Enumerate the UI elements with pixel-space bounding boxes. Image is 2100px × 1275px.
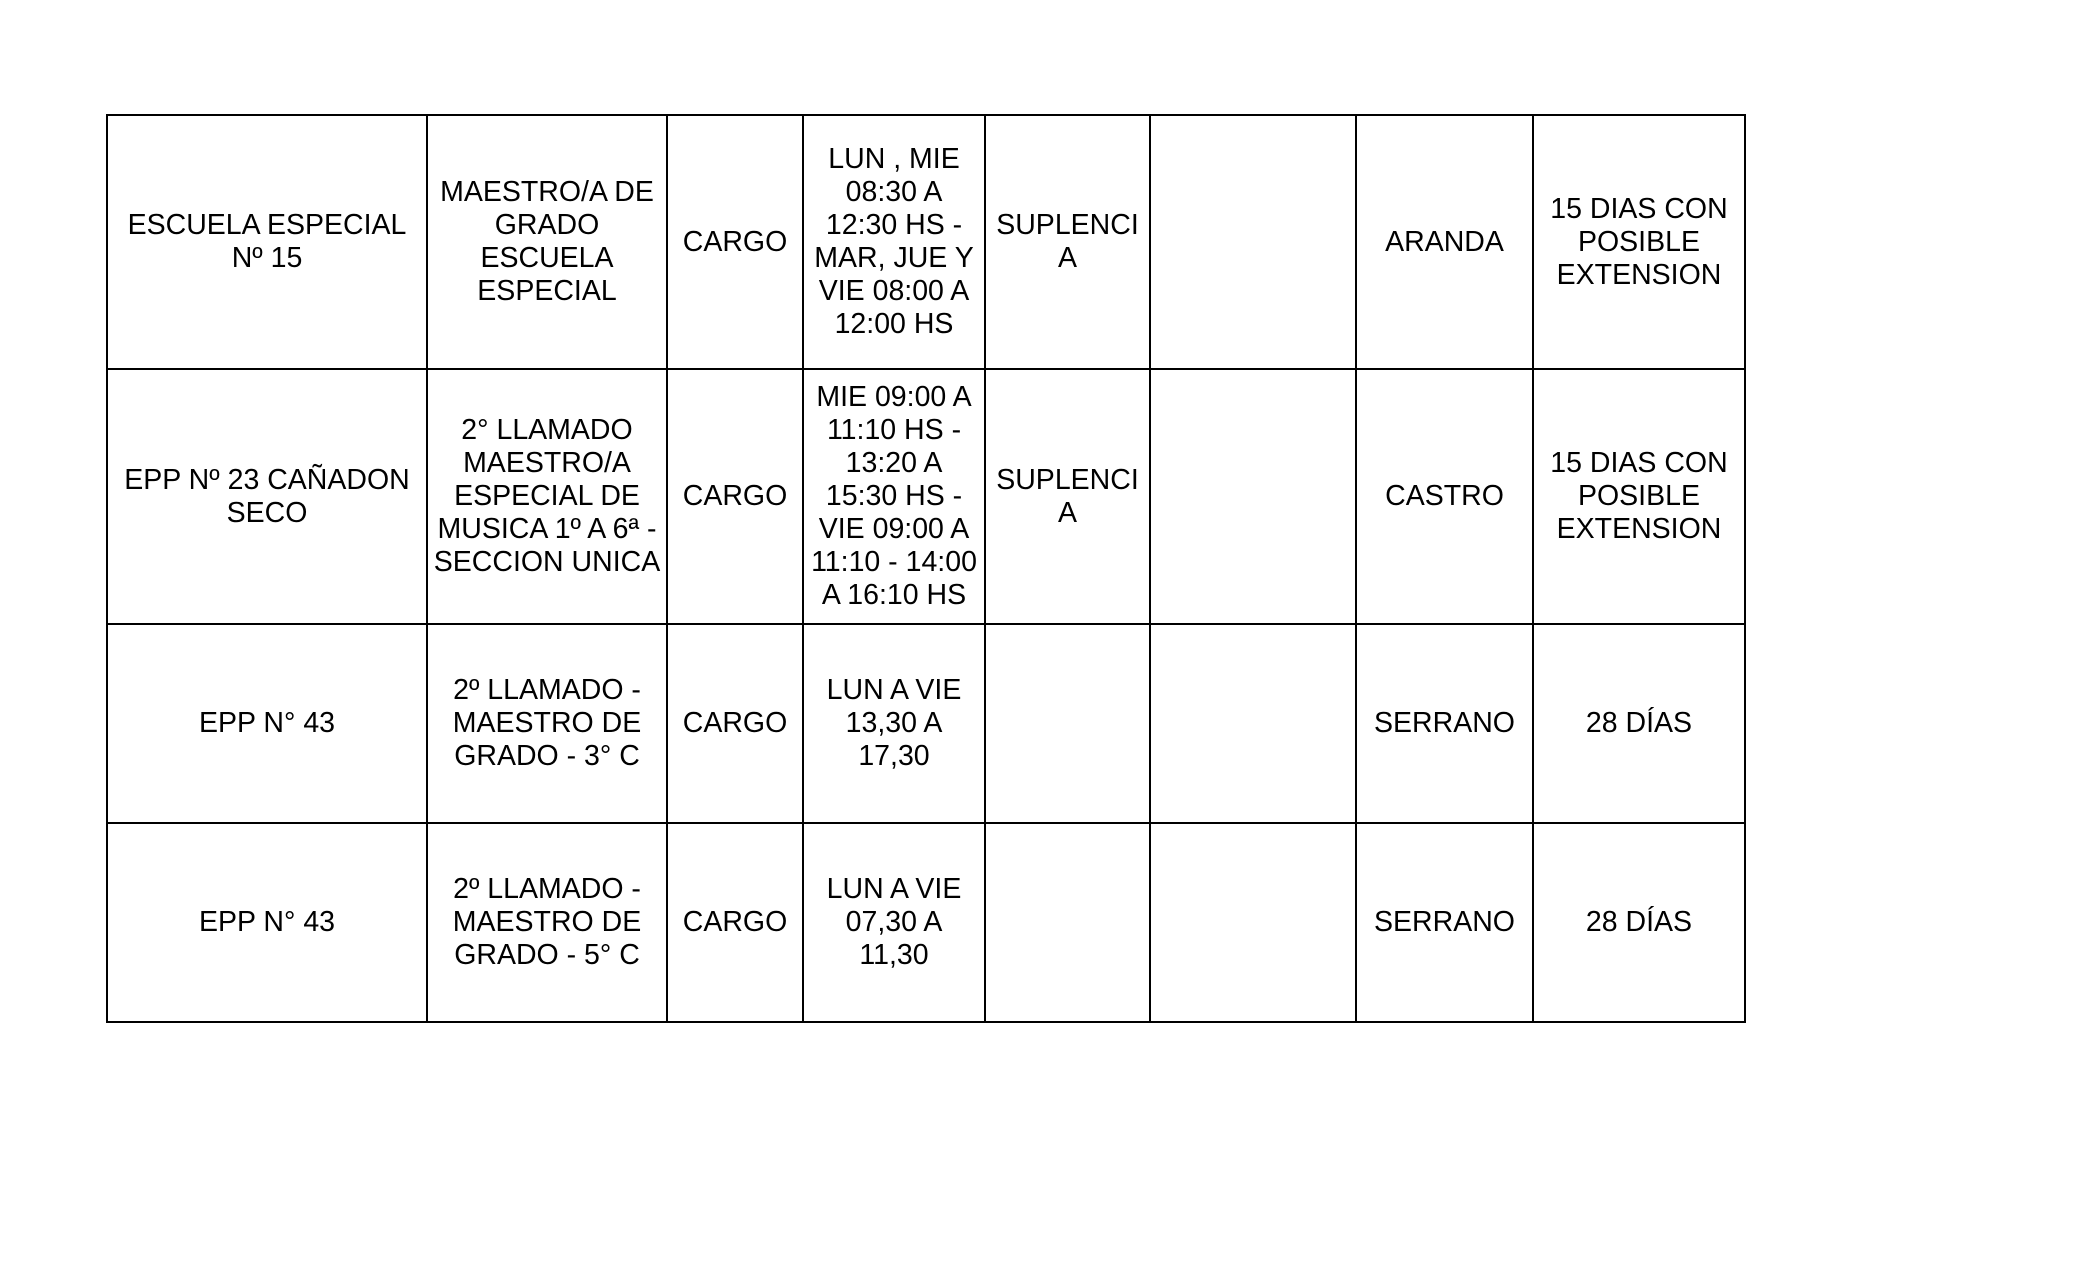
- type-cell: CARGO: [667, 823, 803, 1022]
- table-row: [107, 369, 1745, 624]
- position-cell: 2º LLAMADO - MAESTRO DE GRADO - 3° C: [427, 624, 667, 823]
- school-cell: EPP Nº 23 CAÑADON SECO: [107, 369, 427, 624]
- schedule-cell: LUN , MIE 08:30 A 12:30 HS - MAR, JUE Y VIE 08:00 A 12:00 HS: [803, 115, 985, 369]
- empty-cell: [1150, 823, 1356, 1022]
- table-row: [107, 624, 1745, 823]
- school-cell: EPP N° 43: [107, 624, 427, 823]
- type-cell: CARGO: [667, 624, 803, 823]
- status-cell: SUPLENCI A: [985, 369, 1150, 624]
- table-row: [107, 115, 1745, 369]
- status-cell: [985, 624, 1150, 823]
- type-cell: CARGO: [667, 369, 803, 624]
- schedule-cell: LUN A VIE 13,30 A 17,30: [803, 624, 985, 823]
- empty-cell: [1150, 369, 1356, 624]
- schedule-cell: LUN A VIE 07,30 A 11,30: [803, 823, 985, 1022]
- duration-cell: 28 DÍAS: [1533, 624, 1745, 823]
- duration-cell: 15 DIAS CON POSIBLE EXTENSION: [1533, 115, 1745, 369]
- position-cell: 2° LLAMADO MAESTRO/A ESPECIAL DE MUSICA 1º A 6ª - SECCION UNICA: [427, 369, 667, 624]
- surname-cell: SERRANO: [1356, 624, 1533, 823]
- status-cell: [985, 823, 1150, 1022]
- surname-cell: SERRANO: [1356, 823, 1533, 1022]
- position-cell: 2º LLAMADO - MAESTRO DE GRADO - 5° C: [427, 823, 667, 1022]
- status-cell: SUPLENCI A: [985, 115, 1150, 369]
- surname-cell: CASTRO: [1356, 369, 1533, 624]
- vacancy-table: [106, 114, 1746, 1023]
- position-cell: MAESTRO/A DE GRADO ESCUELA ESPECIAL: [427, 115, 667, 369]
- empty-cell: [1150, 624, 1356, 823]
- duration-cell: 28 DÍAS: [1533, 823, 1745, 1022]
- duration-cell: 15 DIAS CON POSIBLE EXTENSION: [1533, 369, 1745, 624]
- surname-cell: ARANDA: [1356, 115, 1533, 369]
- schedule-cell: MIE 09:00 A 11:10 HS - 13:20 A 15:30 HS - VIE 09:00 A 11:10 - 14:00 A 16:10 HS: [803, 369, 985, 624]
- table-row: [107, 823, 1745, 1022]
- school-cell: ESCUELA ESPECIAL Nº 15: [107, 115, 427, 369]
- empty-cell: [1150, 115, 1356, 369]
- type-cell: CARGO: [667, 115, 803, 369]
- school-cell: EPP N° 43: [107, 823, 427, 1022]
